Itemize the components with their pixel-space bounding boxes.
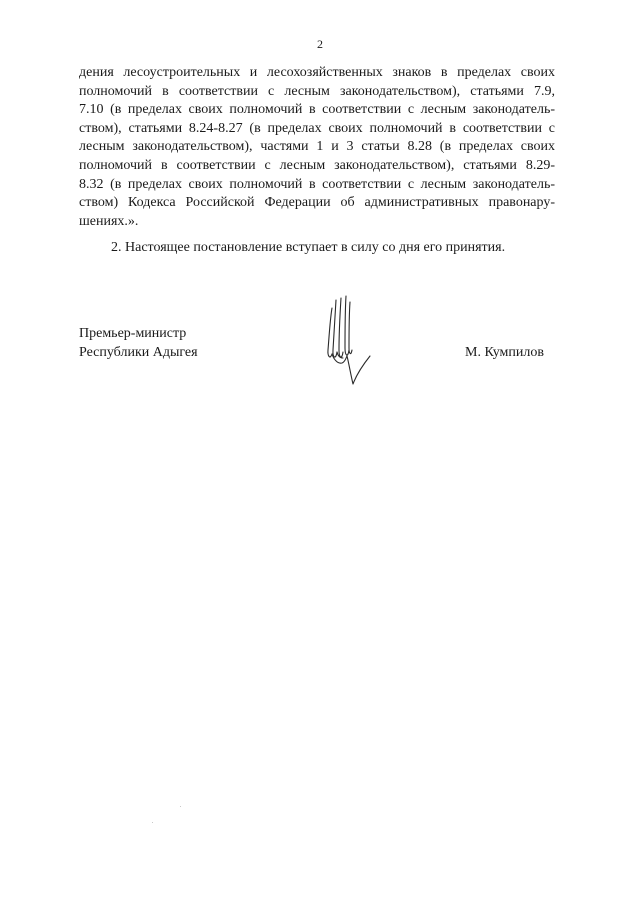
signatory-title-line-2: Республики Адыгея — [79, 345, 198, 360]
scan-speck — [180, 806, 181, 807]
scan-speck — [152, 822, 153, 823]
paragraph-1 — [79, 64, 555, 231]
paragraph-1-line: полномочий в соответствии с лесным законодательством), статьями 8.29- — [79, 157, 555, 173]
paragraph-1-line: лесным законодательством), частями 1 и 3 статьи 8.28 (в пределах своих — [79, 139, 555, 155]
signatory-title-line-1: Премьер-министр — [79, 326, 187, 341]
paragraph-1-line: 7.10 (в пределах своих полномочий в соответствии с лесным законодатель- — [79, 102, 555, 118]
page-number: 2 — [317, 37, 323, 51]
paragraph-1-line: шениях.». — [79, 213, 139, 229]
paragraph-1-line: дения лесоустроительных и лесохозяйственных знаков в пределах своих — [79, 65, 555, 80]
paragraph-1-line: ством) Кодекса Российской Федерации об административных правонару- — [79, 195, 555, 211]
handwritten-signature — [318, 290, 374, 388]
signatory-title — [79, 324, 198, 362]
paragraph-1-line: 8.32 (в пределах своих полномочий в соответствии с лесным законодатель- — [79, 176, 555, 192]
paragraph-1-line: полномочий в соответствии с лесным законодательством), статьями 7.9, — [79, 83, 555, 99]
paragraph-1-line: ством), статьями 8.24-8.27 (в пределах своих полномочий в соответствии с — [79, 120, 555, 136]
signer-name: М. Кумпилов — [465, 345, 544, 360]
paragraph-2: 2. Настоящее постановление вступает в силу со дня его принятия. — [111, 240, 506, 255]
